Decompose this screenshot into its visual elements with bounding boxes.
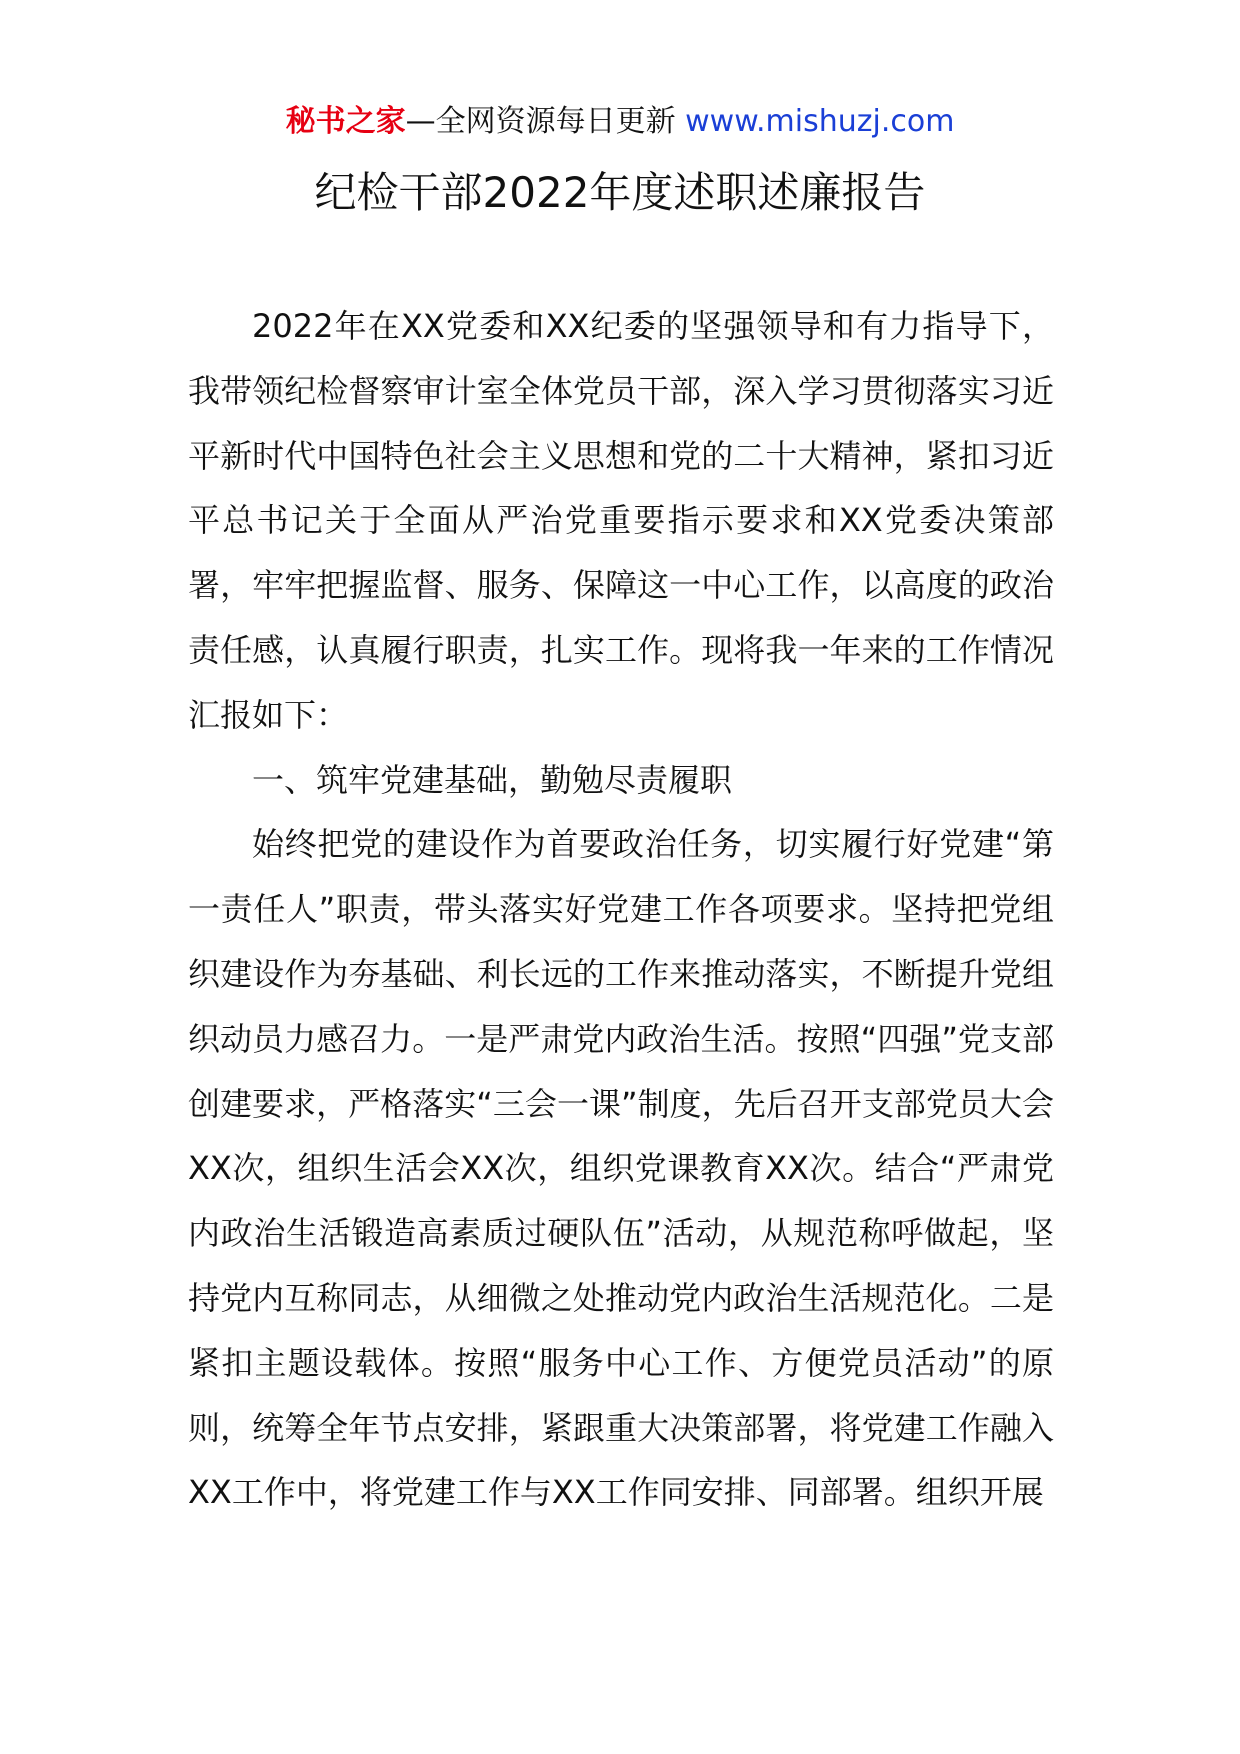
brand-name: 秘书之家 — [285, 104, 406, 139]
site-header — [0, 100, 1240, 144]
intro-paragraph: 2022年在XX党委和XX纪委的坚强领导和有力指导下，我带领纪检督察审计室全体党员干部，深入学习贯彻落实习近平新时代中国特色社会主义思想和党的二十大精神，紧扣习近平总书记关于全面从严治党重要指示要求和XX党委决策部署，牢牢把握监督、服务、保障这一中心工作，以高度的政治责任感，认真履行职责，扎实工作。现将我一年来的工作情况汇报如下： — [188, 307, 1054, 734]
header-tagline: —全网资源每日更新 — [405, 104, 676, 139]
site-url-link[interactable]: www.mishuzj.com — [685, 104, 955, 139]
section-paragraph: 始终把党的建设作为首要政治任务，切实履行好党建“第一责任人”职责，带头落实好党建工作各项要求。坚持把党组织建设作为夯基础、利长远的工作来推动落实，不断提升党组织动员力感召力。一是严肃党内政治生活。按照“四强”党支部创建要求，严格落实“三会一课”制度，先后召开支部党员大会XX次，组织生活会XX次，组织党课教育XX次。结合“严肃党内政治生活锻造高素质过硬队伍”活动，从规范称呼做起，坚持党内互称同志，从细微之处推动党内政治生活规范化。二是紧扣主题设载体。按照“服务中心工作、方便党员活动”的原则，统筹全年节点安排，紧跟重大决策部署，将党建工作融入XX工作中，将党建工作与XX工作同安排、同部署。组织开展 — [188, 825, 1054, 1512]
document-body — [188, 294, 1054, 1525]
document-title: 纪检干部2022年度述职述廉报告 — [314, 168, 926, 217]
section-heading: 一、筑牢党建基础，勤勉尽责履职 — [252, 760, 733, 799]
